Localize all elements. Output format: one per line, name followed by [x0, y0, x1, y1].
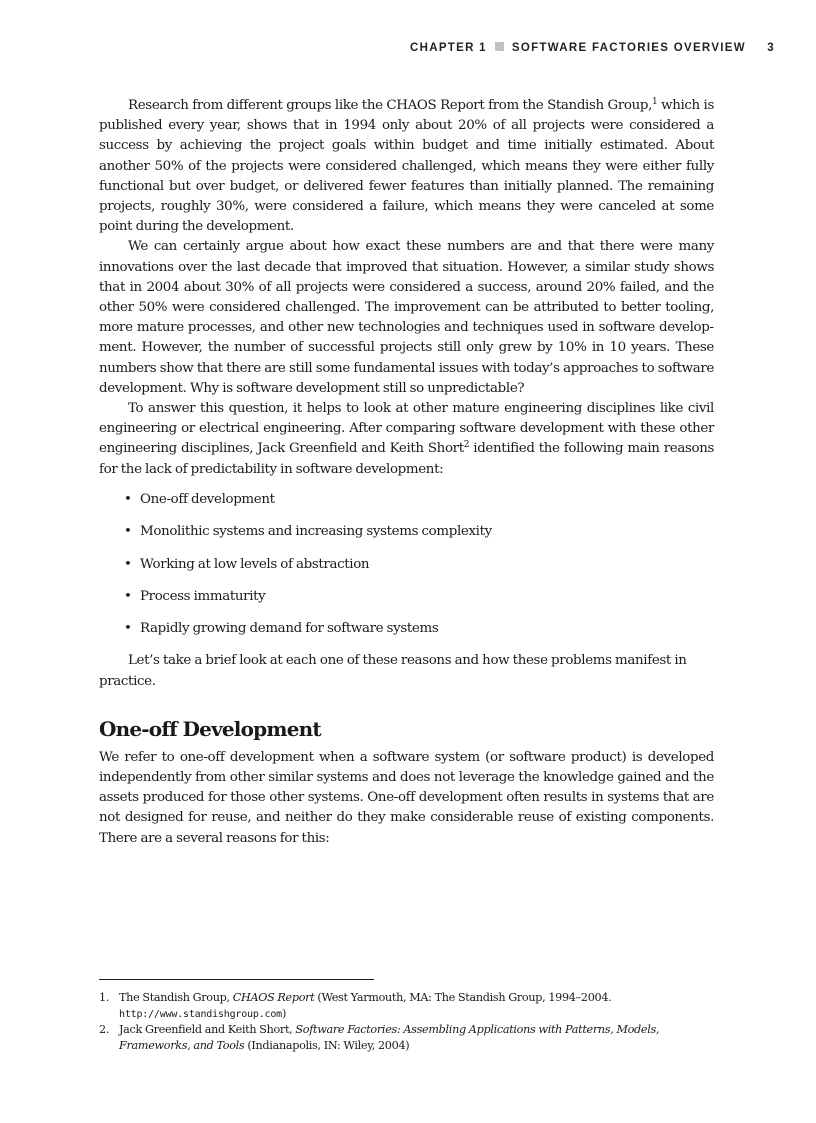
- paragraph-2: We can certainly argue about how exact these numbers are and that there were many innovations over the last decade that improved that situation. However, a similar study shows that in 2004 about 30% of all projects were considered a success, around 20% failed, and the other 50% were considered challenged. The improvement can be attributed to better tooling, more mature processes, and other new technologies and techniques used in software development. However, the number of successful projects still only grew by 10% in 10 years. These numbers show that there are still some fundamental issues with today’s approaches to software development. Why is software development still so unpredictable?: [99, 239, 714, 396]
- reasons-list: [99, 490, 714, 642]
- paragraph-4: Let’s take a brief look at each one of these reasons and how these problems manifest in practice.: [99, 653, 687, 689]
- paragraph-5: We refer to one-off development when a software system (or software product) is developed independently from other similar systems and does not leverage the knowledge gained and the assets produced for those other systems. One-off development often results in systems that are not designed for reuse, and neither do they make considerable reuse of existing components. There are a several reasons for this:: [99, 749, 714, 846]
- list-item: [124, 619, 714, 641]
- bullet-icon: •: [124, 524, 132, 540]
- chapter-title: SOFTWARE FACTORIES OVERVIEW: [511, 42, 746, 54]
- footnote-number: 2.: [99, 1023, 110, 1036]
- footnote-url-link[interactable]: http://www.standishgroup.com: [119, 1008, 282, 1020]
- footnote-title: CHAOS Report: [232, 991, 315, 1004]
- footnote-publication: (Indianapolis, IN: Wiley, 2004): [244, 1038, 410, 1052]
- list-item-text: One-off development: [140, 491, 275, 507]
- list-item-text: Rapidly growing demand for software systems: [140, 621, 439, 637]
- list-item-text: Working at low levels of abstraction: [140, 556, 370, 572]
- footnote-ref-1[interactable]: 1: [652, 97, 658, 107]
- list-item: [124, 587, 714, 619]
- running-head-chapter: [410, 42, 746, 54]
- list-item-text: Process immaturity: [140, 589, 266, 605]
- footnotes: [99, 990, 719, 1053]
- body-text: [99, 96, 714, 849]
- running-head: [380, 42, 775, 58]
- chapter-label: CHAPTER 1: [410, 42, 487, 54]
- footnote-divider: [99, 979, 374, 980]
- paragraph-text: which is published every year, shows that in 1994 only about 20% of all projects were considered a success by achieving the project goals within budget and time initially estimated. About another 50% of the projects were considered challenged, which means they were either fully functional but over budget, or delivered fewer features than initially planned. The remaining projects, roughly 30%, were considered a failure, which means they were canceled at some point during the development.: [99, 98, 714, 235]
- footnote-publication: (West Yarmouth, MA: The Standish Group, 1994–2004.: [314, 991, 612, 1004]
- bullet-icon: •: [124, 589, 132, 605]
- footnote-author: Jack Greenfield and Keith Short,: [119, 1023, 296, 1036]
- footnote-author: The Standish Group,: [119, 991, 233, 1004]
- page-number: 3: [767, 42, 775, 54]
- list-item: [124, 522, 714, 554]
- list-item: [124, 490, 714, 522]
- list-item-text: Monolithic systems and increasing systems complexity: [140, 524, 492, 540]
- bullet-icon: •: [124, 556, 132, 572]
- footnote-ref-2[interactable]: 2: [463, 440, 470, 451]
- footnote-2: [99, 1022, 719, 1053]
- list-item: [124, 555, 714, 587]
- paragraph-text: To answer this question, it helps to look at other mature engineering disciplines like civil engineering or electrical engineering. After comparing software development with these other engineering disciplines, Jack Greenfield and Keith Short: [99, 401, 714, 457]
- footnote-number: 1.: [99, 991, 110, 1004]
- bullet-icon: •: [124, 621, 132, 637]
- footnote-1: [99, 990, 719, 1022]
- footnote-title: Software Factories: Assembling Applications with Patterns, Models, Frameworks, and Tools: [119, 1023, 660, 1052]
- paragraph-1: [99, 96, 714, 237]
- paragraph-text: identified the following main reasons for the lack of predictability in software development:: [99, 441, 714, 477]
- separator-square-icon: [495, 42, 504, 51]
- bullet-icon: •: [124, 491, 132, 507]
- section-heading: One-off Development: [99, 716, 321, 741]
- footnote-close-paren: ): [281, 1006, 287, 1020]
- paragraph-3: [99, 399, 714, 480]
- paragraph-text: Research from different groups like the CHAOS Report from the Standish Group,: [128, 98, 652, 113]
